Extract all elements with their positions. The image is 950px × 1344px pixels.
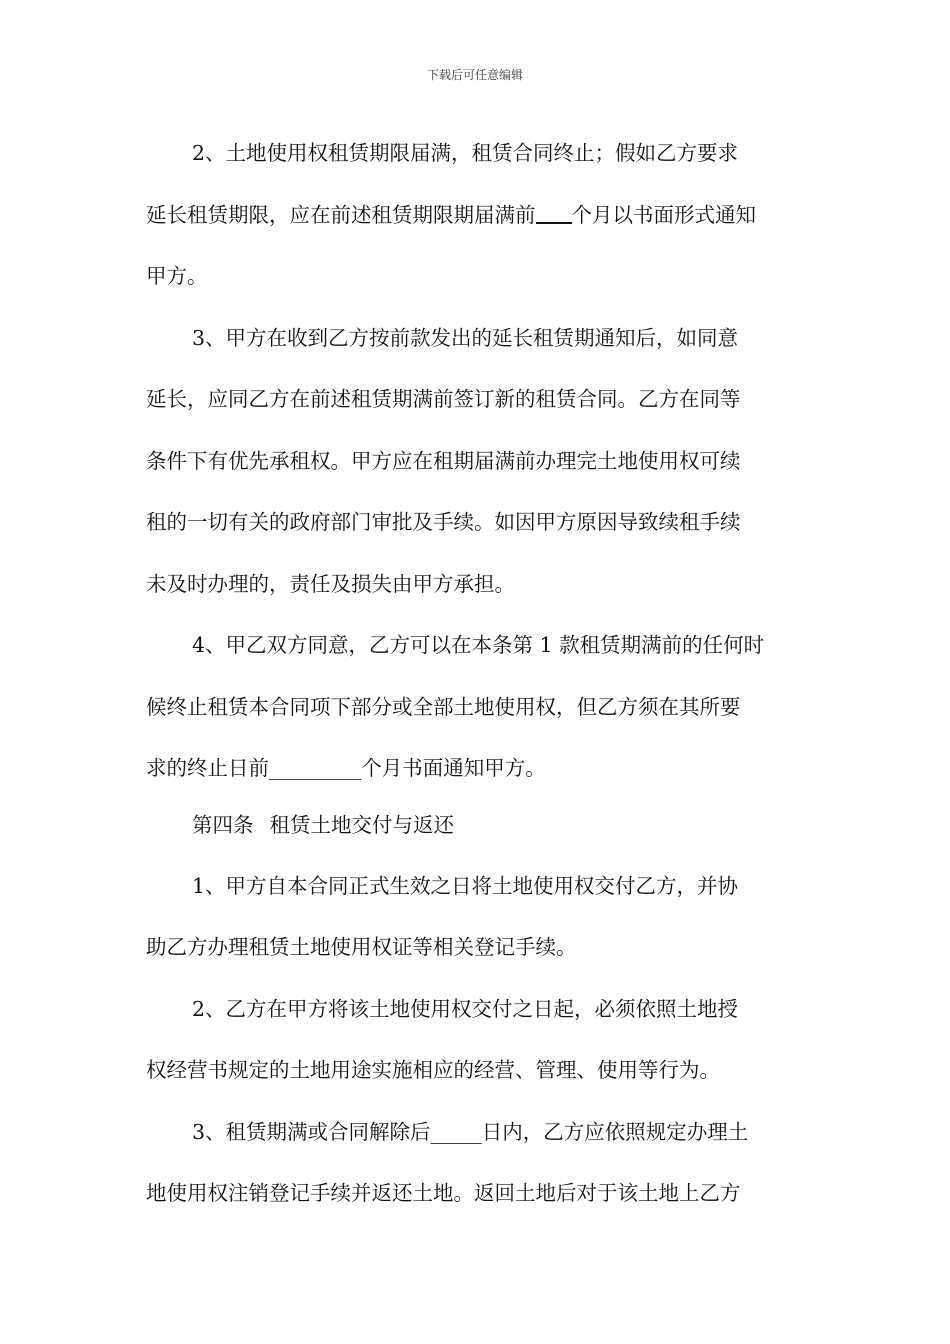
- article-4-paragraph-3-line-1: 3、租赁期满或合同解除后_____日内，乙方应依照规定办理土: [192, 1119, 749, 1144]
- paragraph-4-line-2: 候终止租赁本合同项下部分或全部土地使用权，但乙方须在其所要: [146, 694, 741, 719]
- paragraph-2-line-1: 2、土地使用权租赁期限届满，租赁合同终止；假如乙方要求: [192, 141, 739, 165]
- document-body: [146, 128, 806, 1230]
- article-4-title: 租赁土地交付与返还: [269, 812, 454, 837]
- paragraph-3-line-5: 未及时办理的，责任及损失由甲方承担。: [146, 571, 515, 596]
- paragraph-4-line-1: 4、甲乙双方同意，乙方可以在本条第 1 款租赁期满前的任何时: [192, 633, 765, 657]
- paragraph-2-line-2: [146, 190, 806, 252]
- paragraph-2-line-2-before-blank: 延长租赁期限，应在前述租赁期限期届满前: [146, 202, 536, 227]
- paragraph-4-line-3: 求的终止日前_________个月书面通知甲方。: [146, 756, 546, 780]
- article-4-paragraph-2-line-1: 2、乙方在甲方将该土地使用权交付之日起，必须依照土地授: [192, 996, 739, 1021]
- paragraph-2-line-3: 甲方。: [146, 264, 208, 288]
- paragraph-3-line-4: 租的一切有关的政府部门审批及手续。如因甲方原因导致续租手续: [146, 510, 741, 534]
- paragraph-2-line-2-after-blank: 个月以书面形式通知: [571, 202, 756, 227]
- paragraph-3-line-1: 3、甲方在收到乙方按前款发出的延长租赁期通知后，如同意: [192, 325, 739, 350]
- article-4-paragraph-1-line-1: 1、甲方自本合同正式生效之日将土地使用权交付乙方，并协: [192, 873, 739, 898]
- page-header: 下载后可任意编辑: [426, 68, 523, 82]
- paragraph-3-line-3: 条件下有优先承租权。甲方应在租期届满前办理完土地使用权可续: [146, 448, 741, 473]
- article-4-heading: [146, 805, 806, 853]
- article-4-number: 第四条: [192, 812, 254, 837]
- article-4-paragraph-1-line-2: 助乙方办理租赁土地使用权证等相关登记手续。: [146, 935, 577, 959]
- fill-in-blank: [536, 206, 572, 224]
- paragraph-3-line-2: 延长，应同乙方在前述租赁期满前签订新的租赁合同。乙方在同等: [146, 387, 741, 411]
- article-4-paragraph-3-line-2: 地使用权注销登记手续并返还土地。返回土地后对于该土地上乙方: [146, 1181, 741, 1205]
- article-4-paragraph-2-line-2: 权经营书规定的土地用途实施相应的经营、管理、使用等行为。: [146, 1058, 720, 1082]
